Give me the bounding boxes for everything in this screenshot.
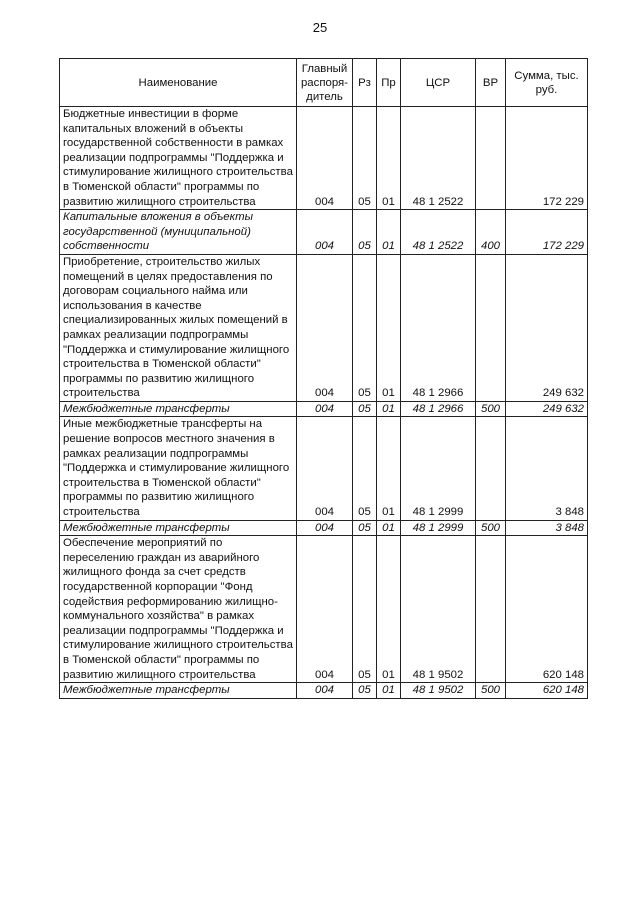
row-admin: 004 xyxy=(297,536,353,683)
header-vr: ВР xyxy=(476,59,506,107)
row-admin: 004 xyxy=(297,210,353,255)
row-pr: 01 xyxy=(377,417,401,520)
row-admin: 004 xyxy=(297,520,353,536)
row-csr: 48 1 2966 xyxy=(401,401,476,417)
row-rz: 05 xyxy=(353,107,377,210)
table-row xyxy=(60,520,588,536)
row-name: Капитальные вложения в объекты государственной (муниципальной) собственности xyxy=(60,210,297,255)
table-row xyxy=(60,417,588,520)
row-pr: 01 xyxy=(377,683,401,699)
row-sum: 249 632 xyxy=(506,254,588,401)
row-rz: 05 xyxy=(353,536,377,683)
row-csr: 48 1 2966 xyxy=(401,254,476,401)
row-pr: 01 xyxy=(377,210,401,255)
row-sum: 620 148 xyxy=(506,536,588,683)
table-row xyxy=(60,254,588,401)
header-rz: Рз xyxy=(353,59,377,107)
row-vr: 500 xyxy=(476,683,506,699)
row-name: Приобретение, строительство жилых помещений в целях предоставления по договорам социального найма или использования в качестве специализированных жилых помещений в рамках реализации подпрограммы "Поддержка и стимулирование жилищного строительства в Тюменской области" программы по развитию жилищного строительства xyxy=(60,254,297,401)
row-name: Межбюджетные трансферты xyxy=(60,520,297,536)
table-row xyxy=(60,210,588,255)
row-sum: 172 229 xyxy=(506,107,588,210)
row-name: Межбюджетные трансферты xyxy=(60,683,297,699)
budget-table xyxy=(59,58,588,699)
row-sum: 3 848 xyxy=(506,417,588,520)
row-admin: 004 xyxy=(297,107,353,210)
row-admin: 004 xyxy=(297,417,353,520)
table-row xyxy=(60,683,588,699)
row-sum: 620 148 xyxy=(506,683,588,699)
row-csr: 48 1 2522 xyxy=(401,107,476,210)
row-pr: 01 xyxy=(377,401,401,417)
row-csr: 48 1 9502 xyxy=(401,683,476,699)
header-name: Наименование xyxy=(60,59,297,107)
row-vr: 500 xyxy=(476,401,506,417)
row-vr xyxy=(476,417,506,520)
row-rz: 05 xyxy=(353,417,377,520)
table-row xyxy=(60,401,588,417)
row-admin: 004 xyxy=(297,683,353,699)
row-name: Обеспечение мероприятий по переселению граждан из аварийного жилищного фонда за счет средств государственной корпорации "Фонд содействия реформированию жилищно-коммунального хозяйства" в рамках реализации подпрограммы "Поддержка и стимулирование жилищного строительства в Тюменской области" программы по развитию жилищного строительства xyxy=(60,536,297,683)
row-sum: 249 632 xyxy=(506,401,588,417)
row-admin: 004 xyxy=(297,254,353,401)
row-rz: 05 xyxy=(353,520,377,536)
row-name: Межбюджетные трансферты xyxy=(60,401,297,417)
header-csr: ЦСР xyxy=(401,59,476,107)
row-sum: 172 229 xyxy=(506,210,588,255)
row-csr: 48 1 2999 xyxy=(401,417,476,520)
row-pr: 01 xyxy=(377,107,401,210)
row-rz: 05 xyxy=(353,210,377,255)
row-pr: 01 xyxy=(377,254,401,401)
row-csr: 48 1 2999 xyxy=(401,520,476,536)
row-vr: 500 xyxy=(476,520,506,536)
table-row xyxy=(60,107,588,210)
row-pr: 01 xyxy=(377,536,401,683)
page-number: 25 xyxy=(312,20,328,35)
row-csr: 48 1 2522 xyxy=(401,210,476,255)
row-vr xyxy=(476,107,506,210)
row-vr: 400 xyxy=(476,210,506,255)
row-vr xyxy=(476,254,506,401)
header-pr: Пр xyxy=(377,59,401,107)
row-csr: 48 1 9502 xyxy=(401,536,476,683)
table-row xyxy=(60,536,588,683)
row-name: Иные межбюджетные трансферты на решение вопросов местного значения в рамках реализации подпрограммы "Поддержка и стимулирование жилищного строительства в Тюменской области" программы по развитию жилищного строительства xyxy=(60,417,297,520)
row-rz: 05 xyxy=(353,683,377,699)
row-rz: 05 xyxy=(353,401,377,417)
row-rz: 05 xyxy=(353,254,377,401)
row-name: Бюджетные инвестиции в форме капитальных вложений в объекты государственной собственности в рамках реализации подпрограммы "Поддержка и стимулирование жилищного строительства в Тюменской области" программы по развитию жилищного строительства xyxy=(60,107,297,210)
table-header-row xyxy=(60,59,588,107)
header-sum: Сумма, тыс. руб. xyxy=(506,59,588,107)
row-pr: 01 xyxy=(377,520,401,536)
row-vr xyxy=(476,536,506,683)
header-admin: Главный распоря- дитель xyxy=(297,59,353,107)
row-sum: 3 848 xyxy=(506,520,588,536)
row-admin: 004 xyxy=(297,401,353,417)
